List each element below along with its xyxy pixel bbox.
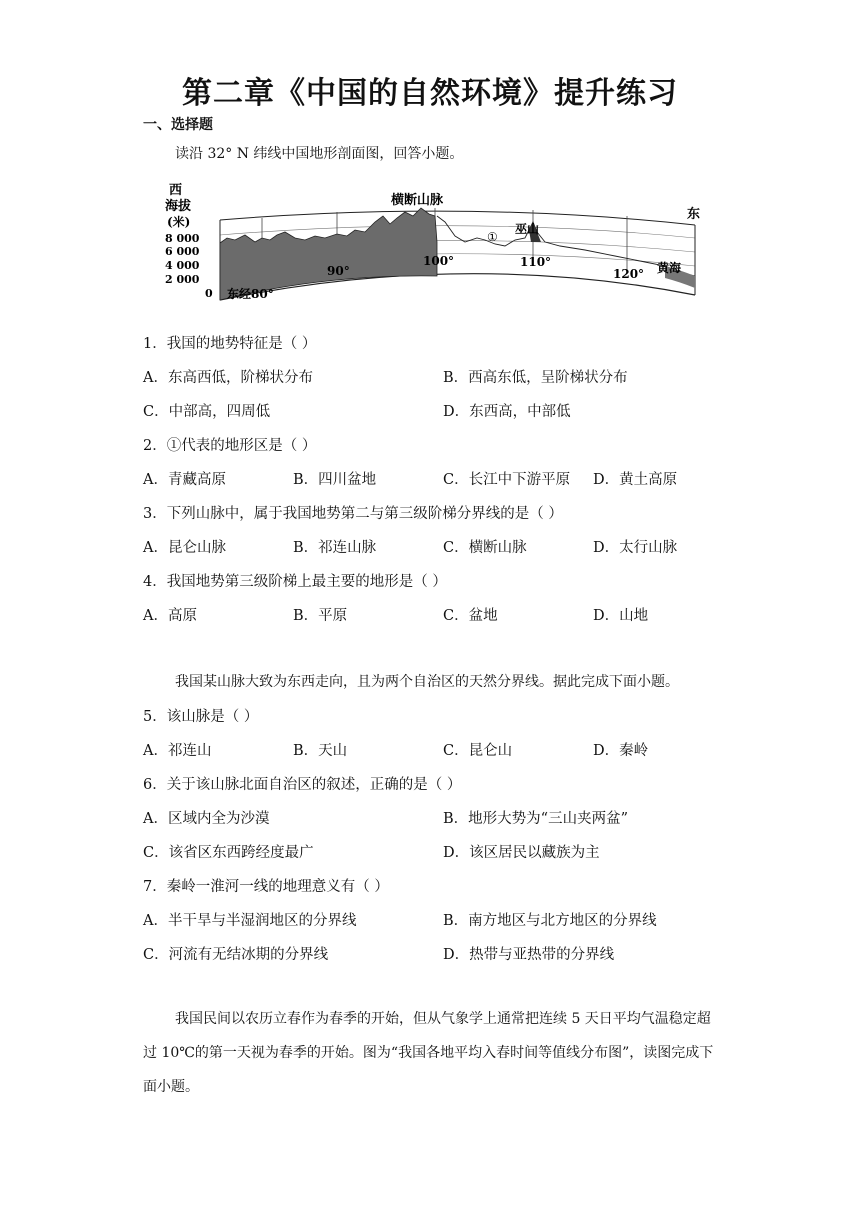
q1-option-a[interactable]: A．东高西低，阶梯状分布	[143, 370, 313, 386]
page-title: 第二章《中国的自然环境》提升练习	[182, 76, 678, 111]
y-tick-4000: 4 000	[165, 259, 200, 272]
question-2: 2．①代表的地形区是（ ）	[143, 438, 317, 454]
y-label-altitude: 海拔	[165, 199, 192, 214]
q1-option-b[interactable]: B．西高东低，呈阶梯状分布	[443, 370, 628, 386]
x-tick-90: 90°	[327, 264, 350, 278]
question-7: 7．秦岭一淮河一线的地理意义有（ ）	[143, 879, 389, 895]
q5-option-a[interactable]: A．祁连山	[143, 743, 212, 759]
label-circle1: ①	[487, 230, 498, 244]
east-label: 东	[687, 207, 701, 222]
question-4: 4．我国地势第三级阶梯上最主要的地形是（ ）	[143, 574, 447, 590]
x-tick-100: 100°	[423, 254, 455, 268]
terrain-profile-figure	[165, 180, 705, 305]
y-label-unit: (米)	[167, 215, 191, 229]
x-tick-80: 东经80°	[227, 287, 274, 301]
q2-option-b[interactable]: B．四川盆地	[293, 472, 377, 488]
q3-option-b[interactable]: B．祁连山脉	[293, 540, 377, 556]
y-label-west: 西	[169, 183, 183, 198]
q1-option-d[interactable]: D．东西高，中部低	[443, 404, 571, 420]
q2-option-d[interactable]: D．黄土高原	[593, 472, 678, 488]
y-tick-2000: 2 000	[165, 273, 200, 286]
q5-option-b[interactable]: B．天山	[293, 743, 348, 759]
q7-option-b[interactable]: B．南方地区与北方地区的分界线	[443, 913, 657, 929]
q4-option-c[interactable]: C．盆地	[443, 608, 498, 624]
y-tick-6000: 6 000	[165, 245, 200, 258]
q2-option-c[interactable]: C．长江中下游平原	[443, 472, 571, 488]
section-heading: 一、选择题	[143, 117, 213, 133]
q3-option-c[interactable]: C．横断山脉	[443, 540, 527, 556]
q3-option-a[interactable]: A．昆仑山脉	[143, 540, 226, 556]
q5-option-d[interactable]: D．秦岭	[593, 743, 649, 759]
intro-text: 读沿 32° N 纬线中国地形剖面图，回答小题。	[175, 146, 464, 162]
q7-option-a[interactable]: A．半干旱与半湿润地区的分界线	[143, 913, 357, 929]
label-hengduan: 横断山脉	[391, 193, 444, 208]
y-tick-8000: 8 000	[165, 232, 200, 245]
q6-option-c[interactable]: C．该省区东西跨经度最广	[143, 845, 314, 861]
q3-option-d[interactable]: D．太行山脉	[593, 540, 678, 556]
q4-option-d[interactable]: D．山地	[593, 608, 649, 624]
x-tick-110: 110°	[520, 255, 552, 269]
label-wushan: 巫山	[515, 222, 540, 236]
question-5: 5．该山脉是（ ）	[143, 709, 259, 725]
label-huanghai: 黄海	[657, 261, 682, 275]
q5-option-c[interactable]: C．昆仑山	[443, 743, 513, 759]
q4-option-a[interactable]: A．高原	[143, 608, 197, 624]
q1-option-c[interactable]: C．中部高，四周低	[143, 404, 271, 420]
intro-text-2: 我国某山脉大致为东西走向，且为两个自治区的天然分界线。据此完成下面小题。	[175, 674, 679, 690]
q4-option-b[interactable]: B．平原	[293, 608, 348, 624]
q6-option-a[interactable]: A．区域内全为沙漠	[143, 811, 270, 827]
intro-text-3: 我国民间以农历立春作为春季的开始，但从气象学上通常把连续 5 天日平均气温稳定超过 10℃的第一天视为春季的开始。图为“我国各地平均入春时间等值线分布图”，读图完成下面小题。	[143, 1011, 714, 1095]
question-1: 1．我国的地势特征是（ ）	[143, 336, 317, 352]
x-tick-120: 120°	[613, 267, 645, 281]
q6-option-b[interactable]: B．地形大势为“三山夹两盆”	[443, 811, 628, 827]
question-6: 6．关于该山脉北面自治区的叙述，正确的是（ ）	[143, 777, 462, 793]
q7-option-d[interactable]: D．热带与亚热带的分界线	[443, 947, 615, 963]
y-tick-0: 0	[205, 287, 213, 300]
frame-top-arc	[220, 211, 695, 225]
q2-option-a[interactable]: A．青藏高原	[143, 472, 226, 488]
q6-option-d[interactable]: D．该区居民以藏族为主	[443, 845, 600, 861]
question-3: 3．下列山脉中，属于我国地势第二与第三级阶梯分界线的是（ ）	[143, 506, 563, 522]
q7-option-c[interactable]: C．河流有无结冰期的分界线	[143, 947, 329, 963]
